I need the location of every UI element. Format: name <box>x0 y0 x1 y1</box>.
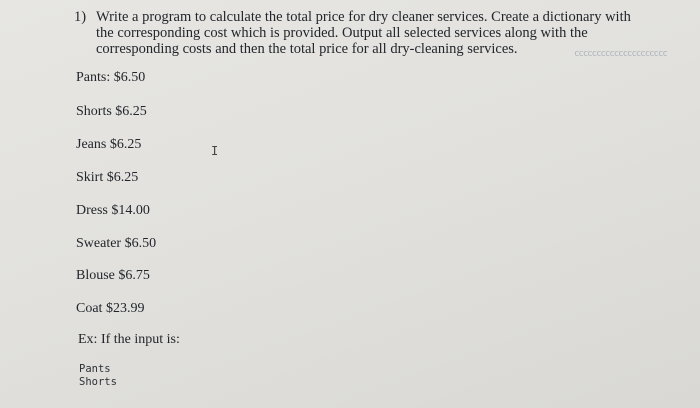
service-item-pants: Pants: $6.50 <box>76 70 146 85</box>
text-cursor-icon: I <box>211 144 219 158</box>
sample-input-block <box>79 363 117 389</box>
example-label: Ex: If the input is: <box>78 332 180 347</box>
question-block <box>74 9 634 57</box>
service-item-dress: Dress $14.00 <box>76 203 150 218</box>
service-item-coat: Coat $23.99 <box>76 301 145 316</box>
service-item-sweater: Sweater $6.50 <box>76 236 157 251</box>
question-line-3: corresponding costs and then the total price for all dry-cleaning services. <box>96 41 518 57</box>
dotted-mark-decoration: ccccccccccccccccccccc <box>574 49 667 59</box>
sample-input-line: Pants <box>79 363 111 375</box>
service-item-skirt: Skirt $6.25 <box>76 170 139 185</box>
question-line-2: the corresponding cost which is provided. Output all selected services along with the <box>96 25 588 41</box>
sample-input-line: Shorts <box>79 376 117 388</box>
question-number: 1) <box>74 9 87 25</box>
service-item-blouse: Blouse $6.75 <box>76 268 150 283</box>
question-line-1: Write a program to calculate the total price for dry cleaner services. Create a dictionary with <box>96 9 631 25</box>
service-item-jeans: Jeans $6.25 <box>76 137 142 152</box>
service-item-shorts: Shorts $6.25 <box>76 104 147 119</box>
